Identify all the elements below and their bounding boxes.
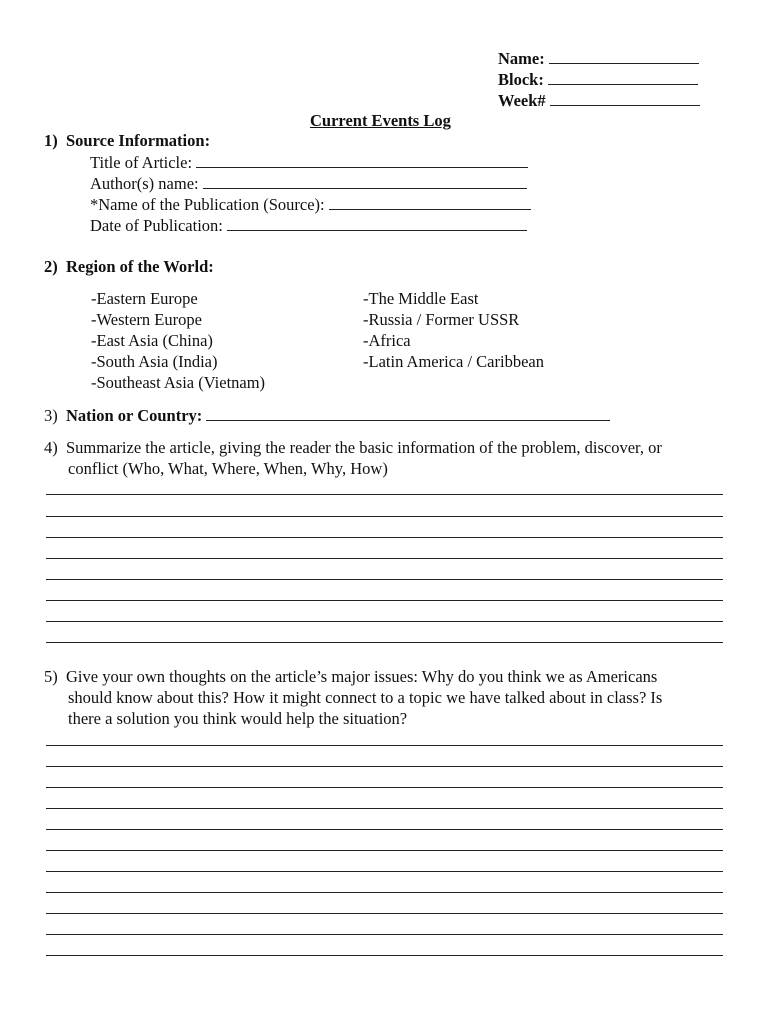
thoughts-writing-line[interactable] (46, 913, 723, 914)
week-blank[interactable] (550, 90, 700, 106)
thoughts-writing-line[interactable] (46, 850, 723, 851)
author-field[interactable] (90, 173, 527, 194)
block-label: Block: (498, 70, 544, 89)
date-blank[interactable] (227, 215, 527, 231)
summary-writing-line[interactable] (46, 516, 723, 517)
thoughts-writing-line[interactable] (46, 829, 723, 830)
section-4-prompt-line-1: Summarize the article, giving the reader the basic information of the problem, discover, or (66, 438, 662, 457)
section-5-prompt-line-2: should know about this? How it might connect to a topic we have talked about in class? Is (68, 688, 663, 707)
thoughts-writing-line[interactable] (46, 808, 723, 809)
summary-writing-line[interactable] (46, 537, 723, 538)
region-russia: -Russia / Former USSR (363, 310, 520, 329)
publication-field[interactable] (90, 194, 531, 215)
name-field[interactable] (498, 48, 699, 69)
block-field[interactable] (498, 69, 698, 90)
date-label: Date of Publication: (90, 216, 223, 235)
section-4-prompt-line-2: conflict (Who, What, Where, When, Why, How) (68, 459, 388, 478)
section-1-title: Source Information: (66, 131, 211, 150)
thoughts-writing-line[interactable] (46, 766, 723, 767)
nation-blank[interactable] (206, 405, 610, 421)
nation-field[interactable] (44, 405, 610, 426)
thoughts-writing-line[interactable] (46, 787, 723, 788)
section-1-heading (44, 131, 210, 151)
section-2-heading (44, 257, 214, 277)
title-of-article-label: Title of Article: (90, 153, 193, 172)
author-blank[interactable] (203, 173, 527, 189)
section-3-title: Nation or Country: (66, 406, 203, 425)
thoughts-writing-line[interactable] (46, 934, 723, 935)
section-5-number: 5) (44, 667, 58, 686)
region-western-europe: -Western Europe (91, 310, 202, 329)
summary-writing-line[interactable] (46, 600, 723, 601)
section-4-number: 4) (44, 438, 58, 457)
summary-writing-line[interactable] (46, 558, 723, 559)
section-5-prompt-line-1: Give your own thoughts on the article’s major issues: Why do you think we as Americans (66, 667, 658, 686)
summary-writing-line[interactable] (46, 642, 723, 643)
publication-label: *Name of the Publication (Source): (90, 195, 325, 214)
name-blank[interactable] (549, 48, 699, 64)
region-southeast-asia: -Southeast Asia (Vietnam) (91, 373, 266, 392)
date-field[interactable] (90, 215, 527, 236)
title-of-article-field[interactable] (90, 152, 528, 173)
section-2-title: Region of the World: (66, 257, 214, 276)
week-field[interactable] (498, 90, 700, 111)
publication-blank[interactable] (329, 194, 531, 210)
region-eastern-europe: -Eastern Europe (91, 289, 198, 308)
section-2-number: 2) (44, 257, 58, 276)
section-1-number: 1) (44, 131, 58, 150)
thoughts-writing-line[interactable] (46, 955, 723, 956)
thoughts-writing-line[interactable] (46, 892, 723, 893)
section-5-prompt-line-3: there a solution you think would help the situation? (68, 709, 408, 728)
name-label: Name: (498, 49, 545, 68)
week-label: Week# (498, 91, 546, 110)
region-latin-america: -Latin America / Caribbean (363, 352, 544, 371)
summary-writing-line[interactable] (46, 494, 723, 495)
thoughts-writing-line[interactable] (46, 871, 723, 872)
summary-writing-line[interactable] (46, 621, 723, 622)
section-4-prompt (44, 438, 662, 458)
region-east-asia: -East Asia (China) (91, 331, 213, 350)
summary-writing-line[interactable] (46, 579, 723, 580)
author-label: Author(s) name: (90, 174, 199, 193)
title-of-article-blank[interactable] (196, 152, 528, 168)
section-5-prompt (44, 667, 657, 687)
region-middle-east: -The Middle East (363, 289, 479, 308)
section-3-number: 3) (44, 406, 58, 425)
thoughts-writing-line[interactable] (46, 745, 723, 746)
region-south-asia: -South Asia (India) (91, 352, 218, 371)
page-title: Current Events Log (310, 111, 451, 130)
block-blank[interactable] (548, 69, 698, 85)
region-africa: -Africa (363, 331, 411, 350)
